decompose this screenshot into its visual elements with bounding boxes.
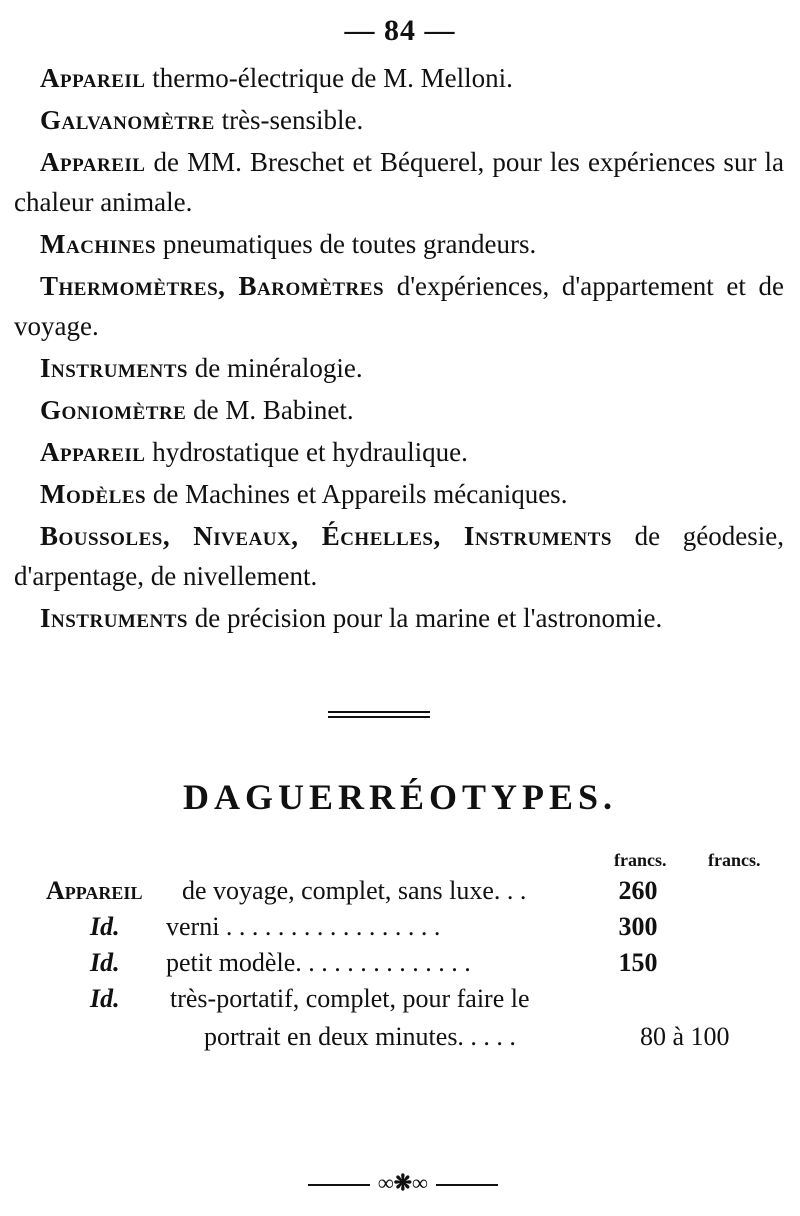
item-price: 300 <box>618 912 658 941</box>
entry-head: Thermomètres, Baromètres <box>40 271 385 301</box>
entry-head: Modèles <box>40 479 147 509</box>
item-description: verni . . . . . . . . . . . . . . . . . <box>166 912 441 941</box>
item-description: de voyage, complet, sans luxe. . . <box>182 876 527 905</box>
list-item <box>14 58 784 98</box>
ornament-line <box>436 1184 498 1186</box>
list-item <box>14 390 784 430</box>
entry-head: Instruments <box>40 603 188 633</box>
entry-text: d'expériences, d'appartement et de voyage. <box>14 271 784 341</box>
entry-text: très-sensible. <box>214 105 364 135</box>
item-label: Id. <box>90 984 120 1013</box>
entry-text: hydrostatique et hydraulique. <box>145 437 468 467</box>
list-item <box>14 142 784 222</box>
item-label: Appareil <box>46 876 143 905</box>
item-price: 260 <box>618 876 658 905</box>
entry-text: pneumatiques de toutes grandeurs. <box>156 229 537 259</box>
list-item <box>14 516 784 596</box>
entry-text: de géodesie, d'arpentage, de nivellement. <box>14 521 784 591</box>
entry-text: de M. Babinet. <box>186 395 354 425</box>
item-description: petit modèle. . . . . . . . . . . . . . <box>166 948 471 977</box>
list-item <box>14 598 784 638</box>
entry-text: de Machines et Appareils mécaniques. <box>146 479 568 509</box>
item-price-range: 80 à 100 <box>640 1022 730 1051</box>
list-item <box>14 348 784 388</box>
table-row <box>0 912 800 948</box>
column-header: francs. <box>708 850 761 870</box>
item-price: 150 <box>618 948 658 977</box>
column-header: francs. <box>614 850 667 870</box>
item-description: portrait en deux minutes. . . . . <box>204 1022 516 1051</box>
list-item <box>14 432 784 472</box>
table-row <box>0 948 800 984</box>
entry-head: Galvanomètre <box>40 105 215 135</box>
entry-text: de MM. Breschet et Béquerel, pour les expériences sur la chaleur animale. <box>14 147 784 217</box>
ornament-glyph: ∞❋∞ <box>378 1170 428 1195</box>
entry-head: Appareil <box>40 63 146 93</box>
section-title: DAGUERRÉOTYPES. <box>182 777 618 817</box>
item-label: Id. <box>90 948 120 977</box>
entry-head: Appareil <box>40 437 146 467</box>
list-item <box>14 100 784 140</box>
table-row <box>0 876 800 912</box>
table-row <box>0 984 800 1020</box>
section-divider <box>328 711 430 718</box>
list-item <box>14 266 784 346</box>
entry-text: de précision pour la marine et l'astronomie. <box>187 603 663 633</box>
entry-head: Machines <box>40 229 157 259</box>
entry-head: Appareil <box>40 147 146 177</box>
entry-text: thermo-électrique de M. Melloni. <box>145 63 513 93</box>
instrument-list <box>14 58 784 640</box>
ornament-line <box>308 1184 370 1186</box>
entry-head: Boussoles, Niveaux, Échelles, Instruments <box>40 521 612 551</box>
list-item <box>14 224 784 264</box>
item-label: Id. <box>90 912 120 941</box>
entry-head: Instruments <box>40 353 188 383</box>
entry-head: Goniomètre <box>40 395 187 425</box>
table-row <box>0 1022 800 1058</box>
end-ornament <box>308 1170 498 1200</box>
list-item <box>14 474 784 514</box>
item-description: très-portatif, complet, pour faire le <box>170 984 530 1013</box>
page-number: — 84 — <box>344 14 456 47</box>
entry-text: de minéralogie. <box>187 353 363 383</box>
